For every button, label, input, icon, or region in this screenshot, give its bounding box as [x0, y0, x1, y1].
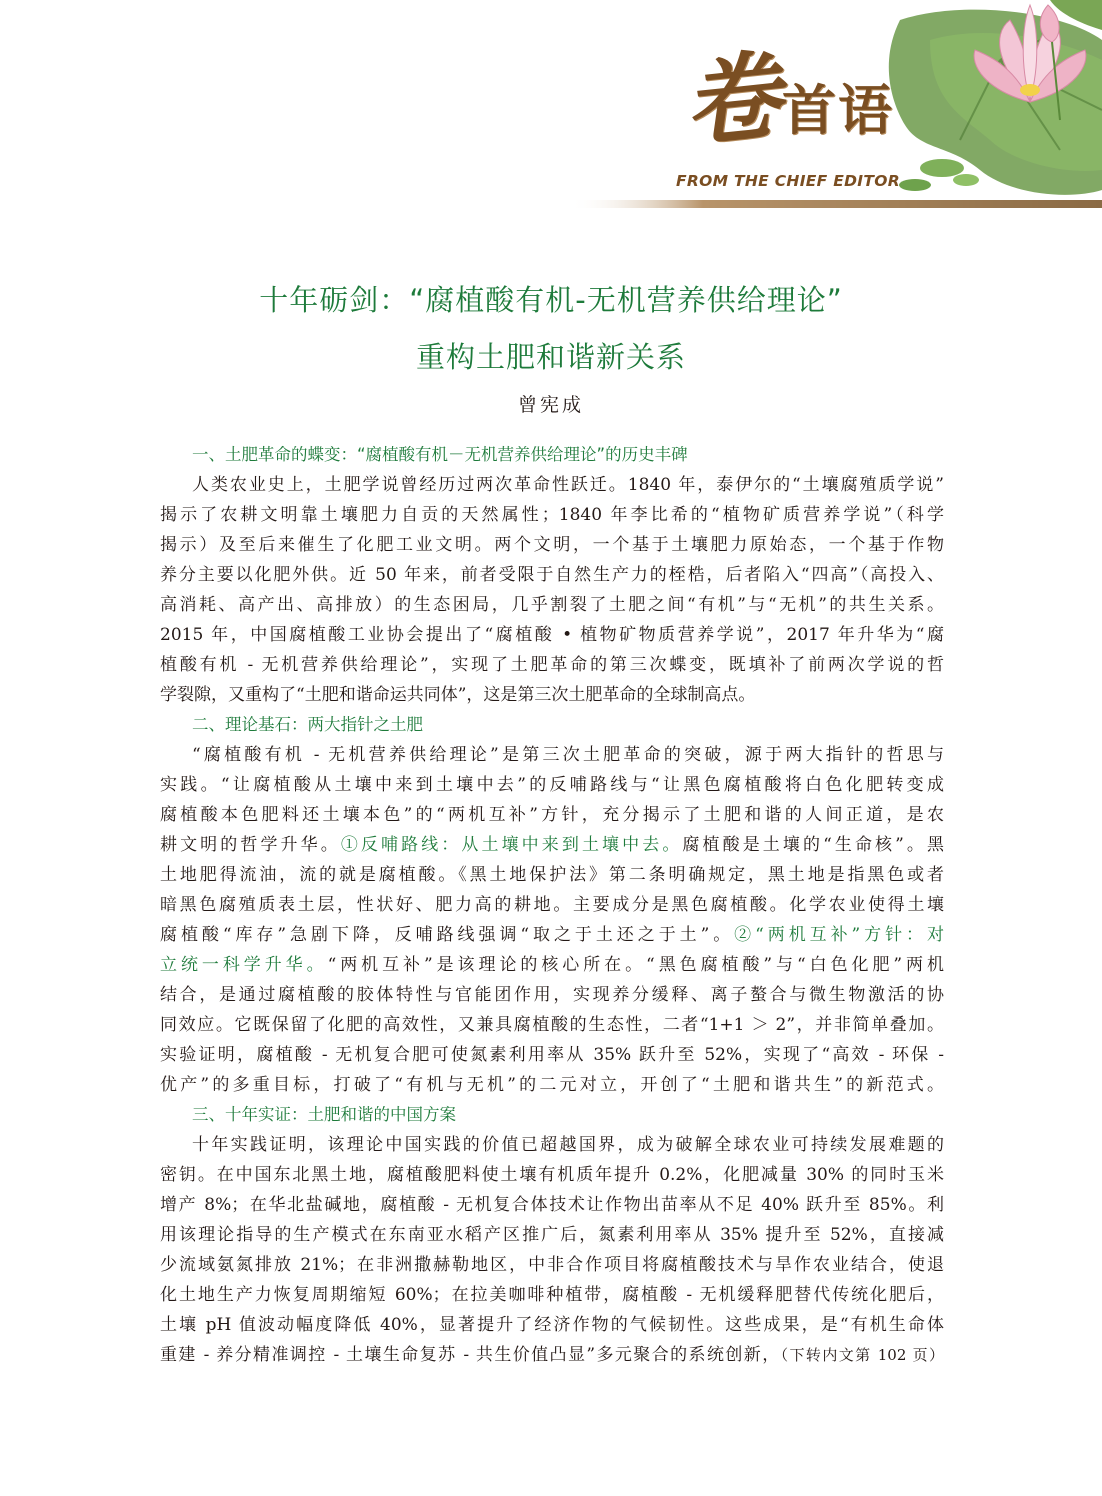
- paragraph-line: [160, 920, 944, 950]
- paragraph-line: 2015 年，中国腐植酸工业协会提出了“腐植酸 • 植物矿物质营养学说”，2017 年升华为“腐: [160, 625, 944, 645]
- section-2-heading: 二、理论基石：两大指针之土肥: [192, 715, 423, 734]
- page-header: [0, 0, 1102, 215]
- paragraph-line: 揭示了农耕文明靠土壤肥力自贡的天然属性；1840 年李比希的“植物矿质营养学说”（科学: [160, 505, 944, 525]
- paragraph-line: 揭示）及至后来催生了化肥工业文明。两个文明，一个基于土壤肥力原始态，一个基于作物: [160, 535, 944, 555]
- paragraph-line: 植酸有机 - 无机营养供给理论”，实现了土肥革命的第三次蝶变，既填补了前两次学说的哲: [160, 655, 944, 675]
- paragraph-line: [160, 950, 944, 980]
- paragraph-line: 学裂隙，又重构了“土肥和谐命运共同体”，这是第三次土肥革命的全球制高点。: [160, 685, 756, 705]
- column-title-rest: 首语: [782, 78, 894, 142]
- continued-note: （下转内文第 102 页）: [780, 1346, 944, 1364]
- paragraph-line: 十年实践证明，该理论中国实践的价值已超越国界，成为破解全球农业可持续发展难题的: [192, 1135, 944, 1155]
- article-title-line-2: 重构土肥和谐新关系: [415, 340, 686, 374]
- lotus-decoration-icon: [0, 0, 1102, 215]
- paragraph-line: 密钥。在中国东北黑土地，腐植酸肥料使土壤有机质年提升 0.2%，化肥减量 30% 的同时玉米: [160, 1165, 944, 1185]
- column-subtitle: FROM THE CHIEF EDITOR: [676, 172, 900, 190]
- pointer-2-highlight: ②“两机互补”方针：对: [734, 925, 944, 945]
- paragraph-line: 少流域氨氮排放 21%；在非洲撒赫勒地区，中非合作项目将腐植酸技术与旱作农业结合，使退: [160, 1255, 944, 1275]
- paragraph-line: 优产”的多重目标，打破了“有机与无机”的二元对立，开创了“土肥和谐共生”的新范式。: [160, 1075, 944, 1095]
- text-run: 腐植酸“库存”急剧下降，反哺路线强调“取之于土还之于土”。: [160, 925, 735, 945]
- text-run: 耕文明的哲学升华。: [160, 835, 341, 855]
- paragraph-line: 土地肥得流油，流的就是腐植酸。《黑土地保护法》第二条明确规定，黑土地是指黑色或者: [160, 865, 944, 885]
- section-1-heading: 一、土肥革命的蝶变：“腐植酸有机－无机营养供给理论”的历史丰碑: [192, 445, 688, 464]
- author-name: 曾宪成: [517, 394, 584, 416]
- paragraph-line: 增产 8%；在华北盐碱地，腐植酸 - 无机复合体技术让作物出苗率从不足 40% 跃升至 85%。利: [160, 1195, 944, 1215]
- paragraph-line: 养分主要以化肥外供。近 50 年来，前者受限于自然生产力的桎梏，后者陷入“四高”（高投入、: [160, 565, 944, 585]
- paragraph-line: [160, 1340, 944, 1370]
- paragraph-line: 用该理论指导的生产模式在东南亚水稻产区推广后，氮素利用率从 35% 提升至 52%，直接减: [160, 1225, 944, 1245]
- text-run: 重建 - 养分精准调控 - 土壤生命复苏 - 共生价值凸显”多元聚合的系统创新，: [160, 1345, 781, 1365]
- paragraph-line: 同效应。它既保留了化肥的高效性，又兼具腐植酸的生态性，二者“1+1 ＞ 2”，并非简单叠加。: [160, 1015, 944, 1035]
- paragraph-line: 暗黑色腐殖质表土层，性状好、肥力高的耕地。主要成分是黑色腐植酸。化学农业使得土壤: [160, 895, 944, 915]
- paragraph-line: [160, 830, 944, 860]
- pointer-1-highlight: ①反哺路线：从土壤中来到土壤中去。: [340, 835, 683, 855]
- paragraph-line: “腐植酸有机 - 无机营养供给理论”是第三次土肥革命的突破，源于两大指针的哲思与: [192, 745, 944, 765]
- paragraph-line: 人类农业史上，土肥学说曾经历过两次革命性跃迁。1840 年，泰伊尔的“土壤腐殖质学说”: [192, 475, 944, 495]
- paragraph-line: 高消耗、高产出、高排放）的生态困局，几乎割裂了土肥之间“有机”与“无机”的共生关系。: [160, 595, 944, 615]
- text-run: 腐植酸是土壤的“生命核”。黑: [682, 835, 944, 855]
- text-run: “两机互补”是该理论的核心所在。“黑色腐植酸”与“白色化肥”两机: [327, 955, 944, 975]
- pointer-2-highlight-cont: 立统一科学升华。: [160, 955, 328, 975]
- paragraph-line: 土壤 pH 值波动幅度降低 40%，显著提升了经济作物的气候韧性。这些成果，是“有机生命体: [160, 1315, 944, 1335]
- paragraph-line: 结合，是通过腐植酸的胶体特性与官能团作用，实现养分缓释、离子螯合与微生物激活的协: [160, 985, 944, 1005]
- article-title-line-1: 十年砺剑：“腐植酸有机-无机营养供给理论”: [259, 283, 843, 317]
- paragraph-line: 化土地生产力恢复周期缩短 60%；在拉美咖啡种植带，腐植酸 - 无机缓释肥替代传统化肥后，: [160, 1285, 944, 1305]
- paragraph-line: 实验证明，腐植酸 - 无机复合肥可使氮素利用率从 35% 跃升至 52%，实现了“高效 - 环保 -: [160, 1045, 944, 1065]
- column-title: [678, 38, 894, 161]
- paragraph-line: 腐植酸本色肥料还土壤本色”的“两机互补”方针，充分揭示了土肥和谐的人间正道，是农: [160, 805, 944, 825]
- section-3-heading: 三、十年实证：土肥和谐的中国方案: [192, 1105, 456, 1124]
- paragraph-line: 实践。“让腐植酸从土壤中来到土壤中去”的反哺路线与“让黑色腐植酸将白色化肥转变成: [160, 775, 944, 795]
- column-title-char: 卷: [678, 38, 788, 161]
